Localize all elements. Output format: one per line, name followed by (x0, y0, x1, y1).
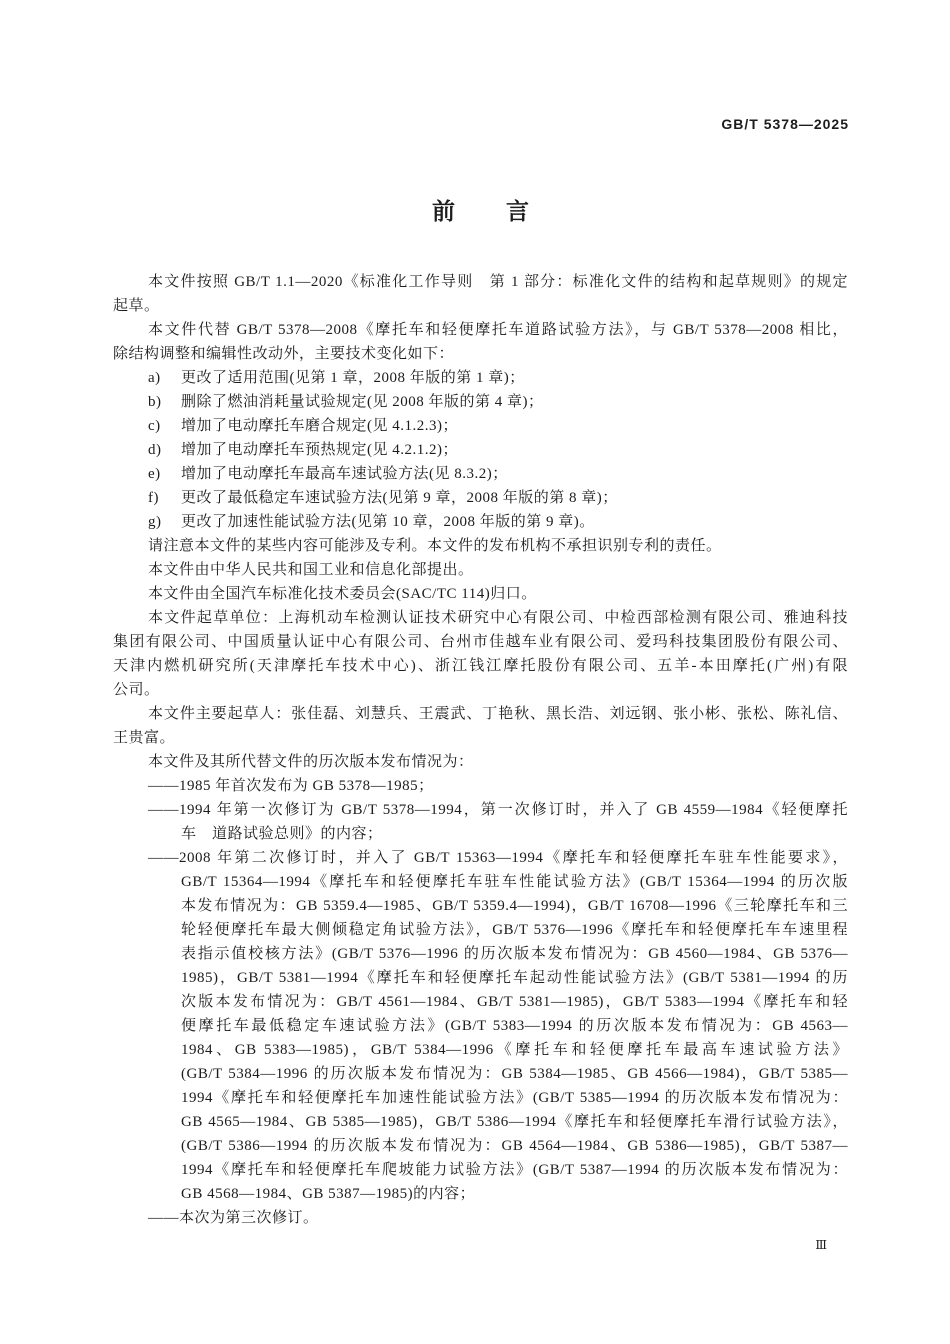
text-line: ——1994 年第一次修订为 GB/T 5378—1994，第一次修订时，并入了 GB 4559—1984《轻便摩托 (148, 802, 848, 818)
text-line: 除结构调整和编辑性改动外，主要技术变化如下： (113, 346, 455, 362)
text-line: 1994《摩托车和轻便摩托车加速性能试验方法》(GB/T 5385—1994 的历次版本发布情况为： (181, 1090, 848, 1106)
page-title: 前 言 (432, 198, 543, 224)
text-line: 本文件主要起草人：张佳磊、刘慧兵、王震武、丁艳秋、黑长浩、刘远钢、张小彬、张松、陈礼信、 (148, 706, 848, 722)
text-line: 公司。 (113, 682, 160, 698)
list-item-text: 更改了适用范围(见第 1 章，2008 年版的第 1 章)； (181, 370, 525, 386)
list-item (148, 462, 848, 486)
paragraph-patent-notice: 请注意本文件的某些内容可能涉及专利。本文件的发布机构不承担识别专利的责任。 (148, 538, 722, 554)
list-item (148, 366, 848, 390)
list-item (148, 486, 848, 510)
list-item-label: d) (148, 442, 162, 458)
list-item-text: 更改了最低稳定车速试验方法(见第 9 章，2008 年版的第 8 章)； (181, 490, 618, 506)
text-line: 起草。 (113, 298, 160, 314)
list-item-text: 增加了电动摩托车预热规定(见 4.2.1.2)； (181, 442, 458, 458)
list-item-label: f) (148, 490, 159, 506)
history-item (113, 774, 848, 798)
list-item-label: e) (148, 466, 161, 482)
text-line: GB/T 15364—1994《摩托车和轻便摩托车驻车性能试验方法》(GB/T 15364—1994 的历次版 (181, 874, 848, 890)
text-line: (GB/T 5386—1994 的历次版本发布情况为：GB 4564—1984、GB 5386—1985)，GB/T 5387— (181, 1138, 848, 1154)
text-line: GB 4565—1984、GB 5385—1985)，GB/T 5386—1994《摩托车和轻便摩托车滑行试验方法》， (181, 1114, 848, 1130)
paragraph-history-intro: 本文件及其所代替文件的历次版本发布情况为： (148, 754, 474, 770)
technical-changes-list (113, 366, 848, 534)
text-line: 1994《摩托车和轻便摩托车爬坡能力试验方法》(GB/T 5387—1994 的历次版本发布情况为： (181, 1162, 848, 1178)
page-number: Ⅲ (815, 1238, 827, 1252)
text-line: 1985)，GB/T 5381—1994《摩托车和轻便摩托车起动性能试验方法》(GB/T 5381—1994 的历 (181, 970, 848, 986)
text-line: 天津内燃机研究所(天津摩托车技术中心)、浙江钱江摩托股份有限公司、五羊-本田摩托(广州)有限 (113, 658, 848, 674)
list-item (148, 438, 848, 462)
list-item-label: c) (148, 418, 161, 434)
list-item-label: a) (148, 370, 161, 386)
text-line: GB 4568—1984、GB 5387—1985)的内容； (181, 1186, 476, 1202)
list-item-text: 更改了加速性能试验方法(见第 10 章，2008 年版的第 9 章)。 (181, 514, 595, 530)
text-line: ——2008 年第二次修订时，并入了 GB/T 15363—1994《摩托车和轻便摩托车驻车性能要求》， (148, 850, 848, 866)
paragraph-drafters (113, 702, 848, 750)
text-line: 车 道路试验总则》的内容； (181, 826, 383, 842)
text-line: 本发布情况为：GB 5359.4—1985、GB/T 5359.4—1994)，GB/T 16708—1996《三轮摩托车和三 (181, 898, 848, 914)
text-line: 本文件起草单位：上海机动车检测认证技术研究中心有限公司、中检西部检测有限公司、雅迪科技 (148, 610, 848, 626)
list-item (148, 414, 848, 438)
list-item (148, 510, 848, 534)
text-line: 便摩托车最低稳定车速试验方法》(GB/T 5383—1994 的历次版本发布情况为：GB 4563— (181, 1018, 848, 1034)
text-line: 表指示值校核方法》(GB/T 5376—1996 的历次版本发布情况为：GB 4560—1984、GB 5376— (181, 946, 848, 962)
history-item (113, 798, 848, 846)
text-line: ——本次为第三次修订。 (148, 1210, 319, 1226)
text-line: 集团有限公司、中国质量认证中心有限公司、台州市佳越车业有限公司、爱玛科技集团股份有限公司、 (113, 634, 848, 650)
paragraph-proposed-by: 本文件由中华人民共和国工业和信息化部提出。 (148, 562, 474, 578)
history-item (113, 1206, 848, 1230)
paragraph-drafting-units (113, 606, 848, 702)
text-line: 次版本发布情况为：GB/T 4561—1984、GB/T 5381—1985)，GB/T 5383—1994《摩托车和轻 (181, 994, 848, 1010)
text-line: 轮轻便摩托车最大侧倾稳定角试验方法》，GB/T 5376—1996《摩托车和轻便摩托车车速里程 (181, 922, 848, 938)
text-line: (GB/T 5384—1996 的历次版本发布情况为：GB 5384—1985、GB 4566—1984)，GB/T 5385— (181, 1066, 848, 1082)
standard-number: GB/T 5378—2025 (721, 116, 849, 132)
history-item (113, 846, 848, 1206)
history-list (113, 774, 848, 1230)
list-item-label: g) (148, 514, 162, 530)
paragraph-replacement (113, 318, 848, 366)
text-line: 1984、GB 5383—1985)，GB/T 5384—1996《摩托车和轻便摩托车最高车速试验方法》 (181, 1042, 848, 1058)
paragraph-drafting-basis (113, 270, 848, 318)
text-line: ——1985 年首次发布为 GB 5378—1985； (148, 778, 434, 794)
list-item-label: b) (148, 394, 162, 410)
list-item (148, 390, 848, 414)
text-line: 本文件代替 GB/T 5378—2008《摩托车和轻便摩托车道路试验方法》，与 GB/T 5378—2008 相比， (148, 322, 848, 338)
paragraph-administered-by: 本文件由全国汽车标准化技术委员会(SAC/TC 114)归口。 (148, 586, 537, 602)
text-line: 本文件按照 GB/T 1.1—2020《标准化工作导则 第 1 部分：标准化文件的结构和起草规则》的规定 (148, 274, 848, 290)
list-item-text: 增加了电动摩托车磨合规定(见 4.1.2.3)； (181, 418, 458, 434)
list-item-text: 增加了电动摩托车最高车速试验方法(见 8.3.2)； (181, 466, 508, 482)
text-line: 王贵富。 (113, 730, 176, 746)
list-item-text: 删除了燃油消耗量试验规定(见 2008 年版的第 4 章)； (181, 394, 544, 410)
foreword-body (113, 270, 848, 1230)
